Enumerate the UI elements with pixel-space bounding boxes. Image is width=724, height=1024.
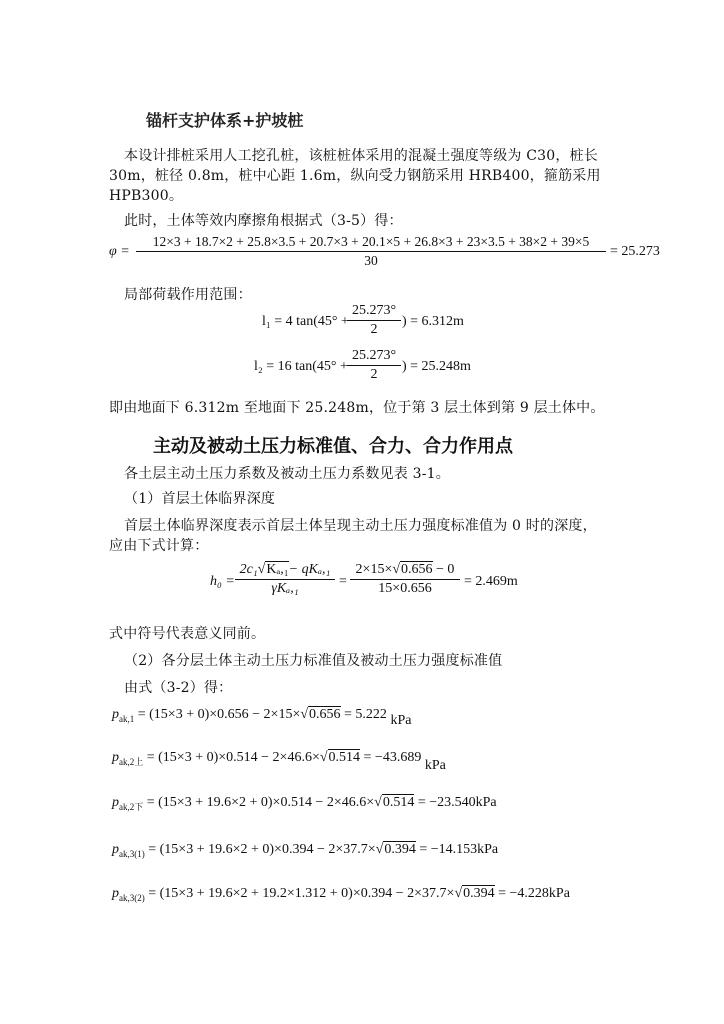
- l2-rhs: ) = 25.248m: [402, 359, 471, 374]
- h0-equals: =: [339, 574, 347, 589]
- paragraph-line: 即由地面下 6.312m 至地面下 25.248m，位于第 3 层土体到第 9 层土体中。: [109, 400, 605, 416]
- h0-numerator-symbolic: 2c₁√Kₐ,₁− qKₐ,₁: [239, 562, 331, 577]
- l1-numerator: 25.273°: [351, 303, 397, 318]
- l2-numerator: 25.273°: [351, 348, 397, 363]
- fraction-bar: [347, 320, 401, 321]
- h0-num-a: 2c₁: [239, 562, 258, 577]
- h0-fraction-numeric: [350, 562, 460, 597]
- paragraph-line: 此时，土体等效内摩擦角根据式（3-5）得：: [124, 213, 403, 229]
- paragraph-line: 由式（3-2）得：: [124, 680, 233, 696]
- fraction-bar: [235, 579, 335, 580]
- h0-denominator-numeric: 15×0.656: [378, 581, 432, 596]
- phi-lhs: φ =: [109, 244, 130, 259]
- l1-rhs: ) = 6.312m: [402, 314, 464, 329]
- fraction-bar: [350, 579, 460, 580]
- list-item: （1）首层土体临界深度: [124, 491, 276, 507]
- equation-pak-2-upper: $p_{ak,2上} = (15\times 3 + 0)\times 0.514 - 2\times 46.6\times√0.514 = -43.689$ kPa: [112, 750, 446, 773]
- equation-pak-1: $p_{ak,1} = (15\times 3 + 0)\times 0.656 - 2\times 15\times√0.656 = 5.222$ kPa: [112, 707, 412, 728]
- h0-num-root: Kₐ,₁: [266, 562, 289, 577]
- h0-denominator-symbolic: γKₐ,₁: [271, 581, 299, 596]
- l1-fraction: [347, 303, 401, 338]
- l2-lhs: l₂ = 16 tan(45° +: [254, 359, 348, 374]
- l2-fraction: [347, 348, 401, 383]
- paragraph-line: 首层土体临界深度表示首层土体呈现主动土压力强度标准值为 0 时的深度，: [124, 518, 597, 534]
- h0-num2-root: 0.656: [401, 562, 433, 577]
- phi-numerator: 12×3 + 18.7×2 + 25.8×3.5 + 20.7×3 + 20.1×5 + 26.8×3 + 23×3.5 + 38×2 + 39×5: [152, 234, 590, 249]
- paragraph-line: 30m，桩径 0.8m，桩中心距 1.6m，纵向受力钢筋采用 HRB400，箍筋采用: [109, 168, 601, 184]
- paragraph-line: HPB300。: [109, 188, 184, 204]
- h0-result: = 2.469m: [464, 574, 518, 589]
- fraction-bar: [347, 365, 401, 366]
- paragraph-line: 式中符号代表意义同前。: [109, 626, 266, 642]
- phi-fraction: [136, 234, 606, 269]
- fraction-bar: [136, 251, 606, 252]
- paragraph-line: 各土层主动土压力系数及被动土压力系数见表 3-1。: [124, 466, 450, 482]
- equation-pak-3-1: $p_{ak,3(1)} = (15\times 3 + 19.6\times 2 + 0)\times 0.394 - 2\times 37.7\times√0.394 = -14.153kPa$: [112, 842, 499, 859]
- list-item: （2）各分层土体主动土压力标准值及被动土压力强度标准值: [124, 653, 503, 669]
- paragraph-line: 应由下式计算：: [109, 538, 209, 554]
- phi-result: = 25.273: [610, 244, 660, 259]
- l2-denominator: 2: [370, 367, 378, 382]
- phi-denominator: 30: [364, 253, 378, 268]
- h0-num-b: − qKₐ,₁: [288, 562, 331, 577]
- l1-lhs: l₁ = 4 tan(45° +: [262, 314, 349, 329]
- h0-fraction-symbolic: [235, 562, 335, 597]
- equation-pak-2-lower: $p_{ak,2下} = (15\times 3 + 19.6\times 2 + 0)\times 0.514 - 2\times 46.6\times√0.514 = -23.540kPa$: [112, 795, 497, 812]
- section-heading-earth-pressure: 主动及被动土压力标准值、合力、合力作用点: [153, 436, 513, 457]
- equation-pak-3-2: $p_{ak,3(2)} = (15\times 3 + 19.6\times 2 + 19.2\times 1.312 + 0)\times 0.394 - 2\times 37.7\times√0.394 = -4.228kPa$: [112, 886, 570, 903]
- h0-lhs: h₀ =: [210, 574, 235, 589]
- paragraph-line: 本设计排桩采用人工挖孔桩，该桩桩体采用的混凝土强度等级为 C30，桩长: [124, 148, 598, 164]
- h0-numerator-numeric: 2×15×√0.656 − 0: [355, 562, 455, 577]
- paragraph-line: 局部荷载作用范围：: [124, 287, 252, 303]
- section-heading-anchor-support: 锚杆支护体系+护坡桩: [146, 111, 304, 130]
- l1-denominator: 2: [370, 322, 378, 337]
